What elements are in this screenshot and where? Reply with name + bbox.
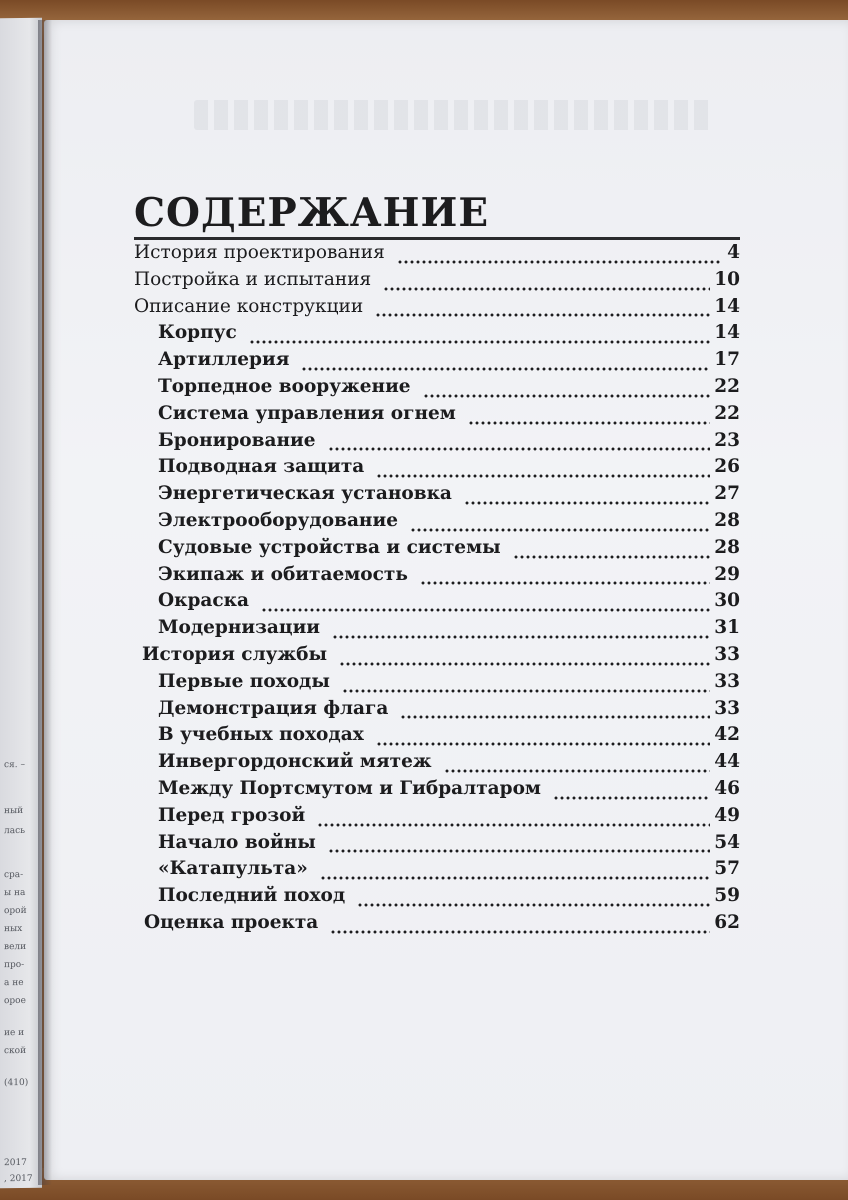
toc-entry-page-number: 17	[714, 349, 740, 371]
left-page-fragment: сра-	[4, 869, 24, 881]
toc-entry-label: Инвергордонский мятеж	[158, 751, 432, 773]
toc-entry	[134, 349, 740, 376]
toc-entry-page-number: 31	[714, 617, 740, 639]
dot-leader	[301, 367, 710, 371]
toc-entry-page-number: 22	[714, 402, 740, 424]
toc-entry-label: Энергетическая установка	[158, 483, 452, 505]
dot-leader	[376, 474, 710, 478]
dot-leader	[513, 555, 711, 559]
toc-entry	[134, 751, 740, 778]
toc-entry-page-number: 44	[714, 751, 740, 773]
dot-leader	[423, 394, 711, 398]
left-page-fragment: ы на	[4, 887, 26, 899]
toc-entry-page-number: 29	[714, 563, 740, 585]
left-page-fragment: орое	[4, 995, 26, 1007]
dot-leader	[400, 715, 710, 719]
toc-entry	[134, 832, 740, 859]
toc-entry	[134, 269, 740, 296]
toc-entry-label: Окраска	[158, 590, 250, 612]
toc-entry-page-number: 33	[714, 670, 740, 692]
toc-entry-label: Подводная защита	[158, 456, 365, 478]
toc-entry	[134, 564, 740, 591]
toc-entry	[134, 242, 740, 269]
dot-leader	[464, 501, 710, 505]
left-page-fragment: , 2017	[4, 1173, 33, 1185]
toc-entry-page-number: 59	[714, 885, 740, 907]
left-page-fragment: ный	[4, 805, 24, 817]
toc-entry	[134, 885, 740, 912]
toc-entry-page-number: 22	[714, 375, 740, 397]
toc-entry	[134, 912, 740, 939]
toc-entry	[134, 805, 740, 832]
toc-entry	[134, 858, 740, 885]
toc-entry-label: Начало войны	[158, 831, 316, 853]
toc-entry-page-number: 30	[714, 590, 740, 612]
spine-shadow	[38, 20, 52, 1185]
toc-entry-label: История проектирования	[134, 242, 385, 263]
dot-leader	[339, 662, 710, 666]
toc-entry-label: Демонстрация флага	[158, 697, 389, 719]
toc-entry-page-number: 33	[714, 697, 740, 719]
toc-entry	[134, 483, 740, 510]
toc-entry-label: Судовые устройства и системы	[158, 536, 501, 558]
toc-entry-page-number: 14	[714, 295, 740, 317]
toc-entry	[134, 778, 740, 805]
toc-entry-page-number: 46	[714, 777, 740, 799]
toc-entry-label: В учебных походах	[158, 724, 364, 746]
left-page-fragment: 2017	[4, 1157, 27, 1169]
toc-entry-label: Корпус	[158, 322, 237, 344]
toc-entry-label: Торпедное вооружение	[158, 375, 411, 397]
left-page-edge	[0, 18, 42, 1188]
dot-leader	[410, 528, 710, 532]
toc-entry-label: Артиллерия	[158, 349, 290, 371]
dot-leader	[397, 260, 722, 264]
left-page-fragment: про-	[4, 959, 25, 971]
dot-leader	[383, 287, 710, 291]
dot-leader	[553, 796, 710, 800]
toc-entry-label: Экипаж и обитаемость	[158, 563, 408, 585]
toc-entry-label: Бронирование	[158, 429, 316, 451]
dot-leader	[468, 421, 710, 425]
dot-leader	[330, 930, 710, 934]
toc-entry	[134, 456, 740, 483]
toc-entry	[134, 617, 740, 644]
left-page-fragment: вели	[4, 941, 27, 953]
toc-entry-label: Оценка проекта	[144, 911, 319, 933]
toc-entry-page-number: 23	[714, 429, 740, 451]
table-of-contents	[134, 242, 740, 939]
toc-entry	[134, 537, 740, 564]
toc-entry-label: История службы	[142, 643, 328, 665]
toc-entry	[134, 644, 740, 671]
toc-entry	[134, 376, 740, 403]
dot-leader	[357, 903, 710, 907]
toc-entry	[134, 430, 740, 457]
left-page-fragment: (410)	[4, 1077, 29, 1089]
toc-entry-page-number: 10	[714, 268, 740, 290]
page-title: СОДЕРЖАНИЕ	[134, 190, 490, 236]
dot-leader	[261, 608, 710, 612]
toc-entry-page-number: 57	[714, 858, 740, 880]
left-page-fragment: ие и	[4, 1027, 25, 1039]
dot-leader	[420, 581, 710, 585]
toc-entry	[134, 510, 740, 537]
dot-leader	[332, 635, 710, 639]
toc-entry-page-number: 28	[714, 536, 740, 558]
toc-entry-label: Первые походы	[158, 670, 330, 692]
toc-entry	[134, 698, 740, 725]
left-page-fragment: ся. –	[4, 759, 25, 771]
left-page-fragment: ных	[4, 923, 23, 935]
toc-entry-page-number: 49	[714, 804, 740, 826]
toc-entry-page-number: 28	[714, 509, 740, 531]
dot-leader	[342, 689, 710, 693]
left-page-fragment: ской	[4, 1045, 27, 1057]
toc-entry-page-number: 26	[714, 456, 740, 478]
bleed-through-text	[194, 100, 714, 130]
toc-entry-page-number: 54	[714, 831, 740, 853]
toc-entry-page-number: 14	[714, 322, 740, 344]
toc-entry-page-number: 27	[714, 483, 740, 505]
toc-entry	[134, 724, 740, 751]
toc-entry	[134, 296, 740, 323]
toc-entry-label: Перед грозой	[158, 804, 306, 826]
dot-leader	[376, 742, 711, 746]
dot-leader	[328, 447, 711, 451]
toc-entry-page-number: 4	[727, 242, 740, 263]
toc-entry	[134, 322, 740, 349]
toc-entry	[134, 403, 740, 430]
toc-entry-label: Последний поход	[158, 885, 346, 907]
dot-leader	[320, 876, 710, 880]
left-page-fragment: орой	[4, 905, 27, 917]
toc-entry	[134, 590, 740, 617]
dot-leader	[444, 769, 711, 773]
toc-entry	[134, 671, 740, 698]
toc-entry-page-number: 42	[714, 724, 740, 746]
dot-leader	[328, 849, 710, 853]
toc-entry-label: «Катапульта»	[158, 858, 308, 880]
toc-entry-label: Между Портсмутом и Гибралтаром	[158, 777, 541, 799]
title-underline	[134, 237, 740, 240]
toc-entry-label: Модернизации	[158, 617, 321, 639]
toc-entry-page-number: 33	[714, 643, 740, 665]
left-page-fragment: а не	[4, 977, 24, 989]
toc-entry-label: Постройка и испытания	[134, 268, 372, 290]
dot-leader	[317, 823, 710, 827]
toc-entry-page-number: 62	[714, 911, 740, 933]
dot-leader	[375, 313, 710, 317]
dot-leader	[249, 340, 710, 344]
toc-entry-label: Система управления огнем	[158, 402, 456, 424]
toc-entry-label: Электрооборудование	[158, 509, 398, 531]
toc-entry-label: Описание конструкции	[134, 295, 364, 317]
left-page-fragment: лась	[4, 825, 26, 837]
